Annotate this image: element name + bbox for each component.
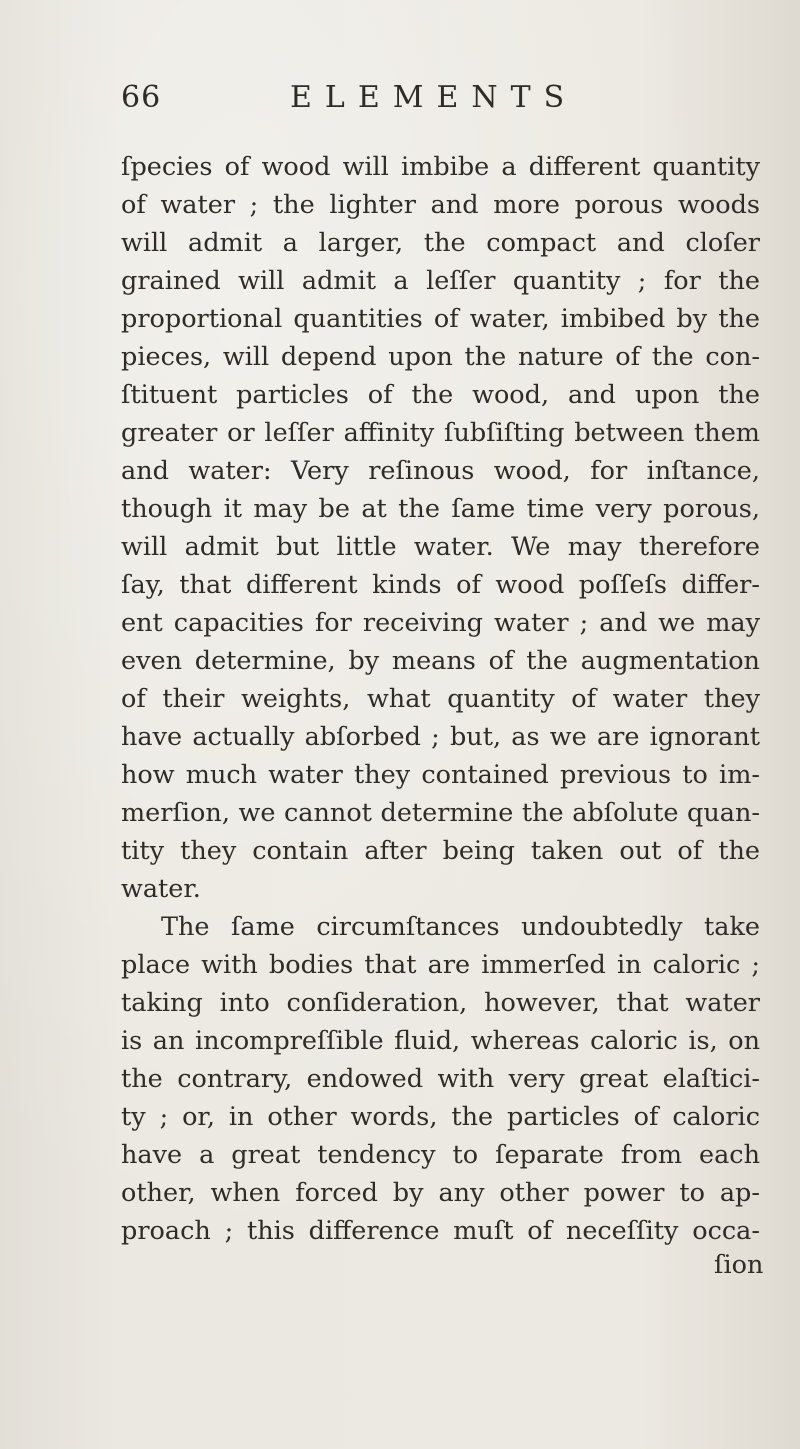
text-line: of water ; the lighter and more porous woods — [121, 190, 760, 220]
text-line: will admit but little water. We may therefore — [121, 532, 760, 562]
text-line: though it may be at the ſame time very porous, — [121, 494, 760, 524]
text-line: merſion, we cannot determine the abſolute quan- — [121, 798, 760, 828]
text-line: ſpecies of wood will imbibe a different quantity — [121, 152, 760, 182]
text-line: ſtituent particles of the wood, and upon the — [121, 380, 760, 410]
text-line: have a great tendency to ſeparate from each — [121, 1140, 760, 1170]
text-line: ent capacities for receiving water ; and we may — [121, 608, 760, 638]
text-line: how much water they contained previous to im- — [121, 760, 760, 790]
text-line: tity they contain after being taken out of the — [121, 836, 760, 866]
text-line: pieces, will depend upon the nature of the con- — [121, 342, 760, 372]
page-number: 66 — [121, 80, 162, 115]
text-line: proportional quantities of water, imbibed by the — [121, 304, 760, 334]
text-line: ſay, that different kinds of wood poſſeſs differ- — [121, 570, 760, 600]
text-line: have actually abſorbed ; but, as we are ignorant — [121, 722, 760, 752]
text-line: The ſame circumſtances undoubtedly take — [161, 912, 760, 942]
page-header — [0, 80, 800, 120]
text-line: will admit a larger, the compact and cloſer — [121, 228, 760, 258]
text-line: grained will admit a leſſer quantity ; for the — [121, 266, 760, 296]
text-line: and water: Very reſinous wood, for inſtance, — [121, 456, 760, 486]
text-line: even determine, by means of the augmentation — [121, 646, 760, 676]
text-line: is an incompreſſible fluid, whereas caloric is, on — [121, 1026, 760, 1056]
text-line: ty ; or, in other words, the particles of caloric — [121, 1102, 760, 1132]
running-head: ELEMENTS — [290, 80, 578, 115]
text-line: taking into conſideration, however, that water — [121, 988, 760, 1018]
text-line: other, when forced by any other power to ap- — [121, 1178, 760, 1208]
text-line: the contrary, endowed with very great elaſtici- — [121, 1064, 760, 1094]
text-line: of their weights, what quantity of water they — [121, 684, 760, 714]
text-line: proach ; this difference muſt of neceſſity occa- — [121, 1216, 760, 1246]
text-line: greater or leſſer affinity ſubſiſting between them — [121, 418, 760, 448]
catchword: ſion — [714, 1250, 764, 1280]
text-line: water. — [121, 874, 201, 904]
text-line: place with bodies that are immerſed in caloric ; — [121, 950, 760, 980]
